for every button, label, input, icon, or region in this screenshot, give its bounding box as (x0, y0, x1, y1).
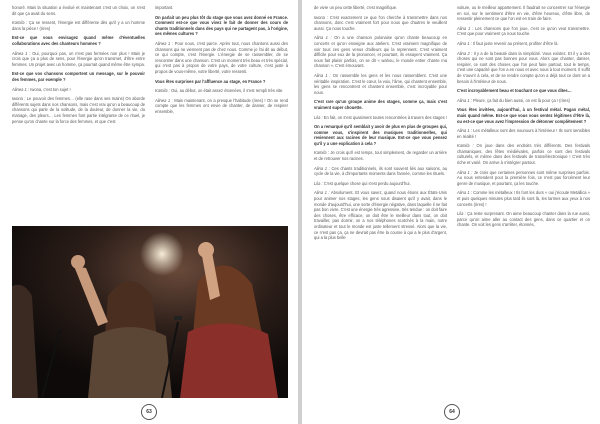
interview-question: On parlait un peu plus tôt du stage que vous avez donné en France. Comment est-ce que vous vivez le fait de donner des cours de chants traditionnels dans des pays qui ne partagent pas, à l'origine, ses mêmes cultures ? (155, 14, 288, 37)
speaker-name: Alina 1 : (457, 25, 474, 31)
speaker-name: Iwona : (12, 96, 26, 102)
answer-text: Oui, pourquoi pas, on n'est pas fermées non plus ! Mais je crois que ça a plus de sens, pour l'énergie qu'on transmet, d'être entre femmes. Un projet avec un homme, ça pourrait quand même être sympa. (12, 50, 145, 67)
left-column-2 (155, 5, 288, 128)
interview-answer (314, 15, 447, 32)
speaker-name: Iwona : (314, 14, 328, 20)
interview-answer (12, 20, 145, 31)
answer-text: Absolument. Et vous savez, quand nous étions aux États-Unis pour animer nos stages, les gens nous disaient qu'il y avait, dans le monde d'aujourd'hui, une sorte d'énergie négative, dans laquelle il ne fait pas bon vivre. C'est une énergie très agressive, très tendue : on doit faire des choses, être efficace, on doit être le meilleur dans tout, on doit travailler, pas dormir, on a nos téléphones scotchés à la main, notre ordinateur et tout le monde est juste tellement stressé. Alors que la vie, ce n'est pas ça, ça ne devrait pas être la course à qui a le plus d'argent, qui a la plus belle (314, 190, 447, 241)
speaker-name: Lila : (314, 114, 323, 120)
interview-answer (314, 190, 447, 240)
interview-question: C'est rare qu'un groupe anime des stages, comme ça, mais c'est vraiment super chouette. (314, 99, 447, 110)
interview-answer (457, 98, 590, 104)
interview-answer (314, 181, 447, 187)
interview-answer (12, 87, 145, 93)
answer-text: Mais maintenant, on a presque l'habitude (rires) ! On se rend compte que les femmes ont envie de chanter, de danser, de respirer ensemble, (155, 97, 289, 114)
speaker-name: Alina 1 : (314, 165, 330, 171)
speaker-name: Kamila : (12, 20, 28, 26)
answer-text: En fait, on s'est quasiment toutes rencontrées à travers des stages ! (323, 114, 448, 120)
interview-answer (457, 190, 590, 207)
speaker-name: Lila : (314, 180, 323, 186)
speaker-name: Alina 1 : (457, 190, 472, 196)
answer-text: On rassemble les gens et les nous rassemblent. C'est une véritable inspiration. C'est le cœur, la voix, l'âme, qui chantent ensemble, les gens se rencontrent et chantent ensemble, c'est incroyable pour nous. (314, 72, 448, 95)
speaker-name: Alina 2 : (457, 50, 473, 56)
concert-photo-image (12, 226, 288, 398)
speaker-name: Lila : (457, 211, 466, 217)
interview-answer (457, 143, 590, 165)
answer-text: Comme les métalleux ! Ils font les durs « oui j'écoute Metallica » et puis quelques minutes plus tard ils sont là, les larmes aux yeux à nos concerts (rires) ! (457, 190, 591, 207)
interview-answer (314, 35, 447, 69)
speaker-name: Kamila : (457, 143, 474, 149)
answer-text: On joue dans des endroits très différents. Des festivals chamaniques, des fêtes médiévales, parfois ce sont des festivals culturels, et même dans des festivals de trans/électronique ! C'est très riche et varié. On arrive à s'intégrer partout. (457, 143, 591, 166)
speaker-name: Alinea 1 : (155, 40, 174, 46)
interview-question: C'est incroyablement beau et touchant ce que vous dites… (457, 88, 572, 94)
page-number-left: 63 (141, 404, 157, 420)
speaker-name: Alina 1 : (314, 35, 332, 41)
answer-text: On a une chanson polonaise qu'on chante beaucoup en concerts et qu'on enseigne aux ateliers. C'est vraiment magnifique de voir tous ces gens venus d'ailleurs qui la reprennent. C'est vraiment difficile pour eux de la prononcer, et pourtant, ils essayent vraiment. Ça nous fait plaisir parfois, on se dit « wahou, le monde entier chante ma chanson ». C'est émouvant. (314, 35, 448, 69)
body-text: voiture, ou le meilleur appartement. Il faudrait se concentrer sur l'énergie en soi, sur le sentiment d'être en vie, d'être heureux, d'être libre, de ressentir pleinement ce que l'on est en train de faire. (457, 5, 590, 22)
answer-text: Il y a de la beauté dans la simplicité. Vous existez. Et il y a des choses qui ne sont pas bonnes pour vous. Alors que chanter, danser, respirer, ce sont des choses que l'on peut faire partout, tout le temps, c'est une capacité que l'on a en nous et avec nous à tout moment. Il suffit de s'ouvrir à cela, et de se rendre compte qu'on a déjà tout ce dont on a besoin à l'intérieur de nous. (457, 50, 591, 84)
speaker-name: Kamila : (314, 150, 329, 156)
left-page-columns (12, 5, 288, 128)
answer-text: Les chansons que l'on joue, c'est ce qu'on veut transmettre. C'est que pour vraiment ça nous touche. (457, 25, 590, 37)
interview-answer (155, 88, 288, 94)
speaker-name: Alinea 1 : (155, 97, 173, 103)
answer-text: Iwona, c'est ton sujet ! (30, 86, 71, 92)
answer-text: Les métalleux sont des nounours à l'intérieur ! Ils sont sensibles en réalité ! (457, 128, 591, 139)
right-page-columns (314, 5, 590, 245)
speaker-name: Alinea 1 : (12, 50, 31, 56)
interview-answer (457, 51, 590, 85)
interview-answer (314, 150, 447, 161)
interview-answer (314, 115, 447, 121)
interview-question: Est-ce que vous envisagez quand même d'éventuelles collaborations avec des chanteurs hommes ? (12, 35, 145, 46)
speaker-name: Alina 1 : (457, 169, 473, 175)
answer-text: Oui, au début, on était assez étonnées, il s'est rempli très vite. (170, 88, 284, 94)
right-page (302, 0, 600, 424)
concert-photo (12, 226, 288, 398)
speaker-name: Alina 1 : (314, 72, 331, 78)
right-column-1 (314, 5, 447, 245)
answer-text: C'est quelque chose qui s'est perdu aujourd'hui. (323, 180, 411, 186)
answer-text: Il faut juste revenir au présent, profiter d'être là. (472, 40, 559, 46)
interview-answer (457, 26, 590, 37)
answer-text: Pour nous, c'est parce. Après tout, nous chantons aussi des chansons qui ne viennent pas de chez nous. Comme je l'ai dit au début, ce qui compte, c'est l'énergie. L'énergie de se rassembler, de se rencontrer dans une chanson. C'est un moment très beau et très spécial, qui n'est pas à propos de votre pays, de votre culture, c'est juste à propos de vous-même, votre liberté, votre ressenti. (155, 40, 288, 74)
interview-answer (457, 170, 590, 187)
body-text: de vivre un peu cette liberté, c'est magnifique. (314, 5, 398, 10)
interview-question: Vous êtes surprises par l'affluence au stage, en France ? (155, 78, 266, 84)
answer-text: Le pouvoir des femmes… (elle rase dans ses mains) On aborde différents sujets dans nos chansons, mais c'est vrai qu'on a beaucoup de chansons qui parle de la solitude, de la douleur, de donner la vie, du mariage, des pleurs… Les femmes font partie intégrante de ce rituel, je pense qu'on chante sur la force des femmes, et que c'est (12, 96, 145, 124)
left-column-1 (12, 5, 145, 128)
answer-text: Ces chants traditionnels, ils sont souvent liés aux saisons, au cycle de la vie, à d'importants moments dans l'année, comme les rituels. (314, 165, 447, 177)
interview-answer (314, 166, 447, 177)
right-column-2 (457, 5, 590, 245)
interview-answer (12, 96, 145, 124)
interview-answer (155, 41, 288, 75)
speaker-name: Kamila : (155, 88, 170, 94)
answer-text: Ça se ressent, l'énergie est différente dès qu'il y a un homme dans la pièce ! (rires) (12, 20, 146, 31)
body-text: honoré. Mais la situation a évolué et maintenant c'est un choix, on s'est dit que ça avait du sens. (12, 5, 145, 16)
interview-question: Vous êtes invitées, aujourd'hui, à un festival métal. Pagan métal, mais quand même. Est-ce que vous vous sentez légitimes d'être là, ou est-ce que vous avez l'impression de détonner complètement ? (457, 107, 590, 124)
left-page (0, 0, 298, 424)
interview-answer (457, 128, 590, 139)
interview-question: Est-ce que vos chansons comportent un message, sur le pouvoir des femmes, par exemple ? (12, 71, 145, 82)
interview-answer (457, 211, 590, 228)
speaker-name: Alinea 1 : (12, 86, 30, 92)
page-number-right: 64 (444, 404, 460, 420)
speaker-name: Alina 1 : (457, 97, 472, 103)
answer-text: Je crois qu'il est temps, tout simplement, de regarder un arrière et de retrouver nos racines. (314, 150, 447, 162)
speaker-name: Alina 1 : (457, 40, 472, 46)
interview-answer (12, 51, 145, 68)
interview-question: On a remarqué qu'il semblait y avoir de plus en plus de groupes qui, comme vous, s'inspirent des musiques traditionnelles, qui reviennent aux racines de leur musique. Est-ce que vous pensez qu'il y a une explication à cela ? (314, 124, 447, 146)
body-text: important. (155, 5, 174, 10)
answer-text: Je crois que certaines personnes sont même surprises parfois. Au nous entendent pour la première fois, ce n'est pas forcément leur genre de musique, et pourtant, ça les touche. (457, 169, 590, 186)
speaker-name: Alina 1 : (314, 190, 330, 196)
speaker-name: Alina 1 : (457, 128, 473, 134)
answer-text: Pleure, ça fait du bien aussi, on est là pour ça ! (rires) (472, 97, 570, 103)
answer-text: C'est exactement ce que l'on cherche à transmettre dans nos chansons, donc c'est vraiment fort pour nous que d'autres le veuillent aussi. Ça nous touche. (314, 14, 448, 31)
interview-answer (155, 98, 288, 115)
interview-answer (457, 41, 590, 47)
interview-answer (314, 73, 447, 95)
answer-text: Ça reste surprenant. On aime beaucoup chanter dans la rue aussi, parce qu'on aime aller au contact des gens, dans ce quartier et on chante. On voit les gens s'arrêter, étonnés, (457, 211, 590, 228)
